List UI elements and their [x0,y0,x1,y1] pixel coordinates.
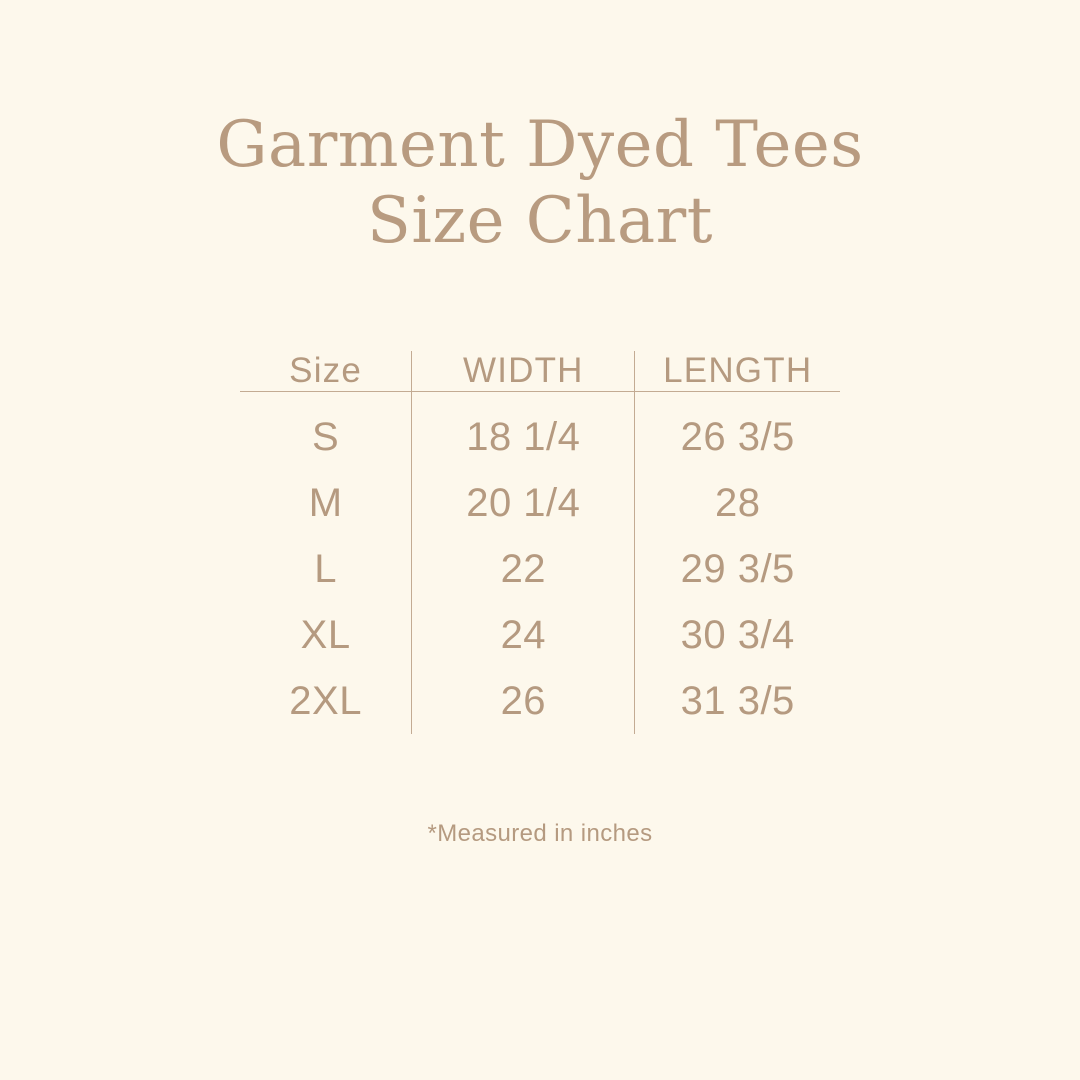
cell-width: 20 1/4 [412,470,635,536]
cell-size: M [240,470,412,536]
cell-size: L [240,536,412,602]
cell-length: 29 3/5 [680,547,795,592]
table-row [240,668,840,734]
cell-width: 26 [412,668,635,734]
table-header-row [240,351,840,392]
cell-width: 18 1/4 [412,392,635,471]
table-row [240,470,840,536]
cell-length: 30 3/4 [680,613,795,658]
cell-length: 28 [714,481,761,526]
cell-size: 2XL [240,668,412,734]
size-chart-table [240,351,840,734]
cell-width: 22 [412,536,635,602]
title-line-2: Size Chart [367,183,713,258]
title-line-1: Garment Dyed Tees [216,108,864,182]
table-row [240,602,840,668]
cell-width: 24 [412,602,635,668]
size-chart-table-wrapper [240,351,840,734]
page-title [216,108,863,259]
cell-length: 31 3/5 [680,679,795,724]
cell-size: S [240,392,412,471]
measurement-note: *Measured in inches [427,820,653,848]
table-header [240,351,840,392]
table-row [240,392,840,471]
table-row [240,536,840,602]
cell-length: 26 3/5 [680,415,795,460]
cell-size: XL [240,602,412,668]
column-header-length: LENGTH [663,351,813,391]
column-header-size: Size [240,351,412,392]
column-header-width: WIDTH [412,351,635,392]
table-body [240,392,840,735]
